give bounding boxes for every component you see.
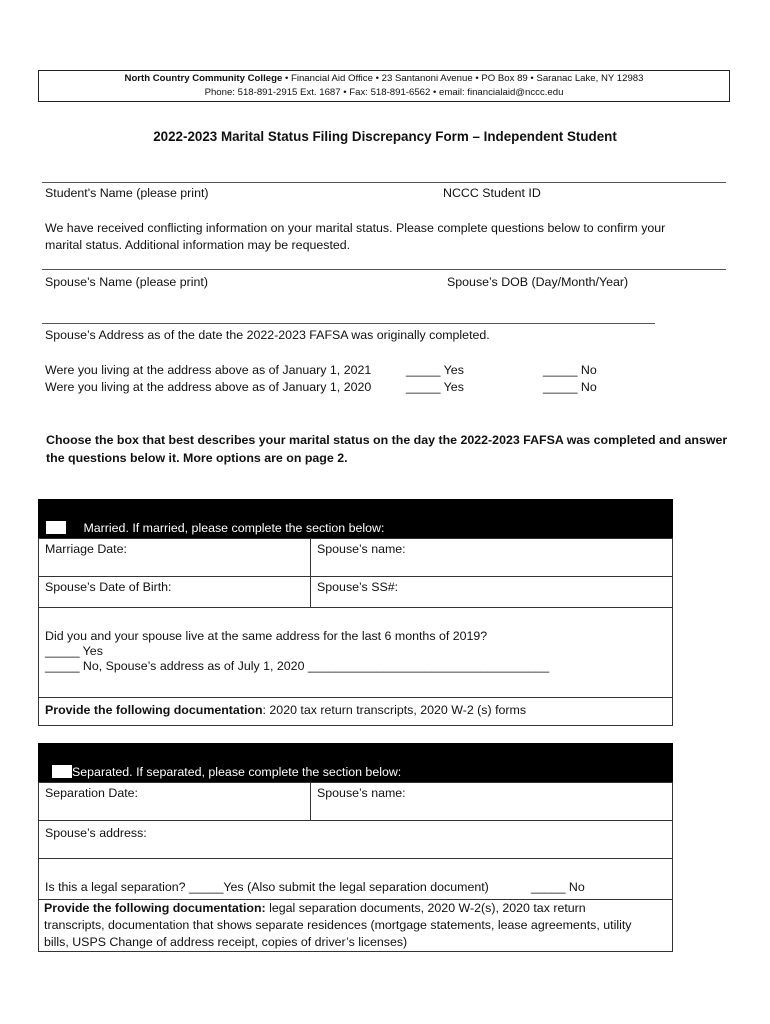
student-name-line[interactable] [42,182,726,183]
living-2020-no[interactable]: _____ No [543,380,597,394]
marriage-date-field[interactable] [38,538,311,577]
spouse-address-line[interactable] [42,323,655,324]
living-2021-no[interactable]: _____ No [543,363,597,377]
separated-spouse-address-label: Spouse’s address: [45,826,147,840]
separated-heading: Separated. If separated, please complete the section below: [72,765,402,779]
separated-spouse-address-field[interactable] [38,820,673,859]
married-spouse-dob-label: Spouse’s Date of Birth: [45,580,172,594]
married-doc-label: Provide the following documentation [45,703,263,717]
separated-spouse-name-field[interactable] [310,782,673,821]
student-id-label: NCCC Student ID [443,186,541,200]
separated-doc-line-3: bills, USPS Change of address receipt, copies of driver’s licenses) [44,935,408,949]
married-spouse-ssn-label: Spouse’s SS#: [317,580,399,594]
married-doc-text: : 2020 tax return transcripts, 2020 W-2 (s) forms [262,703,527,717]
separated-documentation-cell [38,899,673,952]
intro-line-2: marital status. Additional information may be requested. [45,238,351,252]
married-checkbox[interactable] [46,521,66,534]
legal-separation-no[interactable]: _____ No [531,880,585,894]
same-address-yes[interactable]: _____ Yes [45,644,103,658]
same-address-question-cell [38,607,673,698]
married-heading: Married. If married, please complete the section below: [83,521,385,535]
same-address-no[interactable]: _____ No, Spouse’s address as of July 1, 2020 ___________________________________ [45,659,550,673]
college-name: North Country Community College [124,73,283,84]
spouse-name-line[interactable] [42,269,726,270]
married-spouse-name-label: Spouse’s name: [317,542,406,556]
intro-line-1: We have received conflicting information on your marital status. Please complete questions below to confirm your [45,221,666,235]
separated-doc-label: Provide the following documentation: [44,901,266,915]
page-title: 2022-2023 Marital Status Filing Discrepancy Form – Independent Student [153,129,617,144]
separated-doc-line-2: transcripts, documentation that shows separate residences (mortgage statements, lease agreements, utility [44,918,632,932]
office-address: • Financial Aid Office • 23 Santanoni Avenue • PO Box 89 • Saranac Lake, NY 12983 [282,73,644,84]
spouse-name-label: Spouse’s Name (please print) [45,275,208,289]
married-documentation-cell [38,697,673,726]
contact-info: Phone: 518-891-2915 Ext. 1687 • Fax: 518-891-6562 • email: financialaid@nccc.edu [204,87,564,98]
separation-date-label: Separation Date: [45,786,138,800]
letterhead [38,70,730,102]
legal-separation-question[interactable]: Is this a legal separation? _____Yes (Also submit the legal separation document) [45,880,489,894]
married-spouse-name-field[interactable] [310,538,673,577]
living-2020-yes[interactable]: _____ Yes [406,380,464,394]
married-spouse-dob-field[interactable] [38,576,311,608]
spouse-dob-label: Spouse’s DOB (Day/Month/Year) [447,275,629,289]
living-2021-yes[interactable]: _____ Yes [406,363,464,377]
separated-header [38,743,673,782]
same-address-question: Did you and your spouse live at the same address for the last 6 months of 2019? [45,629,488,643]
married-header [38,499,673,538]
choose-instruction-1: Choose the box that best describes your marital status on the day the 2022-2023 FAFSA was completed and answer [46,433,728,447]
separation-date-field[interactable] [38,782,311,821]
spouse-address-label: Spouse’s Address as of the date the 2022-2023 FAFSA was originally completed. [45,328,490,342]
separated-checkbox[interactable] [52,765,72,778]
choose-instruction-2: the questions below it. More options are on page 2. [46,451,348,465]
student-name-label: Student's Name (please print) [45,186,209,200]
marriage-date-label: Marriage Date: [45,542,127,556]
married-spouse-ssn-field[interactable] [310,576,673,608]
separated-doc-line-1: legal separation documents, 2020 W-2(s), 2020 tax return [265,901,586,915]
living-question-2020: Were you living at the address above as of January 1, 2020 [45,380,372,394]
legal-separation-cell [38,858,673,900]
separated-spouse-name-label: Spouse’s name: [317,786,406,800]
living-question-2021: Were you living at the address above as of January 1, 2021 [45,363,372,377]
